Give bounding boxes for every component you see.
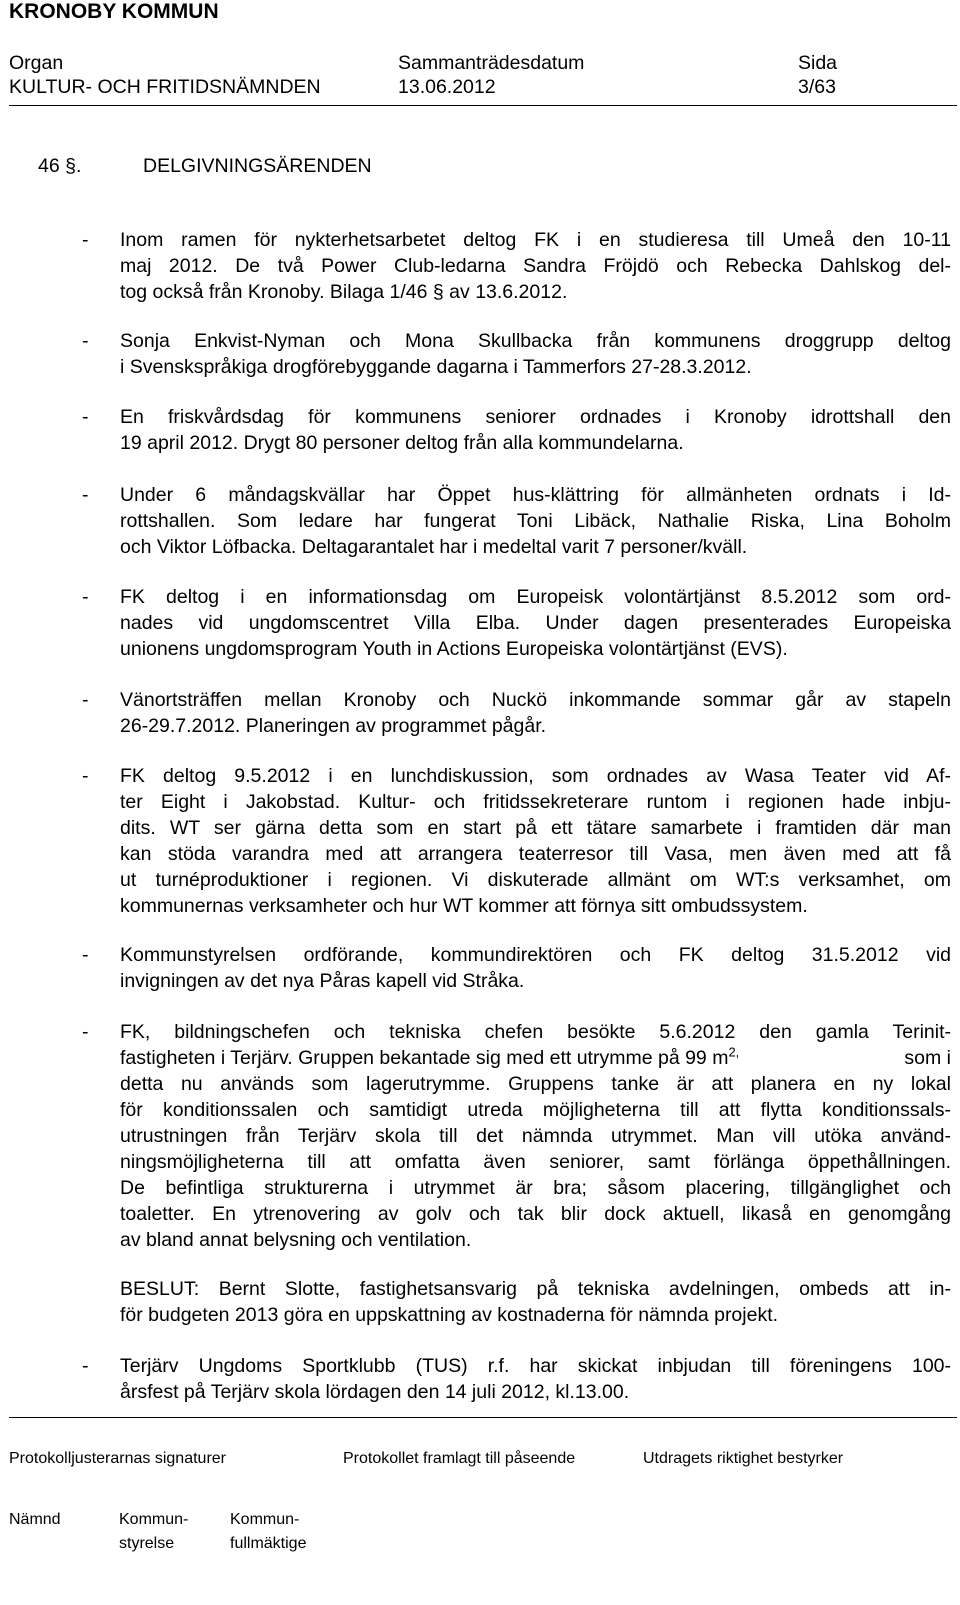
- list-dash: -: [82, 229, 89, 251]
- item-line: detta nu används som lagerutrymme. Gruppens tanke är att planera en ny lokal: [120, 1073, 951, 1095]
- item-line: FK deltog 9.5.2012 i en lunchdiskussion, som ordnades av Wasa Teater vid Af-: [120, 765, 951, 787]
- list-dash: -: [82, 1021, 89, 1043]
- list-item: [38, 763, 951, 919]
- list-item: [38, 942, 951, 994]
- item-line: nades vid ungdomscentret Villa Elba. Under dagen presenterades Europeiska: [120, 612, 951, 634]
- item-line: Under 6 måndagskvällar har Öppet hus-klättring för allmänheten ordnats i Id-: [120, 484, 951, 506]
- footer-col-namnd: Nämnd: [9, 1511, 61, 1528]
- item-line: kommunernas verksamheter och hur WT kommer att förnya sitt ombudssystem.: [120, 895, 808, 917]
- list-item: [38, 687, 951, 739]
- item-line-part: som i: [904, 1047, 951, 1069]
- item-line: ter Eight i Jakobstad. Kultur- och fritidssekreterare runtom i regionen hade inbju-: [120, 791, 951, 813]
- list-dash: -: [82, 406, 89, 428]
- date-value: 13.06.2012: [398, 76, 496, 98]
- item-line: tog också från Kronoby. Bilaga 1/46 § av 13.6.2012.: [120, 281, 568, 303]
- list-item: [38, 227, 951, 305]
- displayed-label: Protokollet framlagt till påseende: [343, 1450, 576, 1467]
- item-line: ningsmöjligheterna till att omfatta även seniorer, samt förlänga öppethållningen.: [120, 1151, 951, 1173]
- item-line: Sonja Enkvist-Nyman och Mona Skullbacka från kommunens droggrupp deltog: [120, 330, 951, 352]
- footer-rule: [9, 1417, 957, 1418]
- list-item: [38, 1353, 951, 1405]
- item-line: Inom ramen för nykterhetsarbetet deltog FK i en studieresa till Umeå den 10-11: [120, 229, 951, 251]
- footer-col-fullmaktige-b: fullmäktige: [230, 1535, 307, 1552]
- item-line: för konditionssalen och samtidigt utreda möjligheterna till att flytta konditionssals-: [120, 1099, 951, 1121]
- decision-paragraph: [120, 1276, 951, 1328]
- item-line: [120, 1045, 951, 1071]
- list-dash: -: [82, 484, 89, 506]
- section-number: 46 §.: [38, 155, 82, 177]
- section-title: DELGIVNINGSÄRENDEN: [143, 155, 372, 177]
- item-line: FK deltog i en informationsdag om Europeisk volontärtjänst 8.5.2012 som ord-: [120, 586, 951, 608]
- organ-value: KULTUR- OCH FRITIDSNÄMNDEN: [9, 76, 321, 98]
- item-line: Terjärv Ungdoms Sportklubb (TUS) r.f. har skickat inbjudan till föreningens 100-: [120, 1355, 951, 1377]
- item-line: Vänortsträffen mellan Kronoby och Nuckö inkommande sommar går av stapeln: [120, 689, 951, 711]
- date-label: Sammanträdesdatum: [398, 52, 585, 74]
- list-dash: -: [82, 586, 89, 608]
- list-dash: -: [82, 944, 89, 966]
- item-line: i Svenskspråkiga drogförebyggande dagarna i Tammerfors 27-28.3.2012.: [120, 356, 752, 378]
- list-item: [38, 482, 951, 560]
- item-line: maj 2012. De två Power Club-ledarna Sandra Fröjdö och Rebecka Dahlskog del-: [120, 255, 951, 277]
- decision-line: för budgeten 2013 göra en uppskattning av kostnaderna för nämnda projekt.: [120, 1304, 779, 1326]
- item-line: kan stöda varandra med att arrangera teaterresor till Vasa, men även med att få: [120, 843, 951, 865]
- decision-line: BESLUT: Bernt Slotte, fastighetsansvarig på tekniska avdelningen, ombeds att in-: [120, 1278, 951, 1300]
- item-line-part: fastigheten i Terjärv. Gruppen bekantade sig med ett utrymme på 99 m: [120, 1047, 729, 1069]
- page-number: 3/63: [798, 76, 836, 98]
- item-line: En friskvårdsdag för kommunens seniorer ordnades i Kronoby idrottshall den: [120, 406, 951, 428]
- list-item: [38, 404, 951, 456]
- list-dash: -: [82, 765, 89, 787]
- item-line: 26-29.7.2012. Planeringen av programmet pågår.: [120, 715, 547, 737]
- item-line: utrustningen från Terjärv skola till det nämnda utrymmet. Man vill utöka använd-: [120, 1125, 951, 1147]
- signature-label: Protokolljusterarnas signaturer: [9, 1450, 226, 1467]
- list-item: [38, 584, 951, 662]
- item-line: FK, bildningschefen och tekniska chefen besökte 5.6.2012 den gamla Terinit-: [120, 1021, 951, 1043]
- item-line: 19 april 2012. Drygt 80 personer deltog från alla kommundelarna.: [120, 432, 684, 454]
- item-line: dits. WT ser gärna detta som en start på ett tätare samarbete i framtiden där man: [120, 817, 951, 839]
- footer-col-kommunstyrelse-a: Kommun-: [119, 1511, 189, 1528]
- header-rule: [9, 105, 957, 106]
- item-line: ut turnéproduktioner i regionen. Vi diskuterade allmänt om WT:s verksamhet, om: [120, 869, 951, 891]
- item-line: invigningen av det nya Påras kapell vid Stråka.: [120, 970, 525, 992]
- extract-certified-label: Utdragets riktighet bestyrker: [643, 1450, 844, 1467]
- list-dash: -: [82, 689, 89, 711]
- list-item: [38, 328, 951, 380]
- list-dash: -: [82, 330, 89, 352]
- item-line: av bland annat belysning och ventilation.: [120, 1229, 472, 1251]
- footer-col-kommunstyrelse-b: styrelse: [119, 1535, 175, 1552]
- item-line: toaletter. En ytrenovering av golv och tak blir dock aktuell, likaså en genomgång: [120, 1203, 951, 1225]
- page-label: Sida: [798, 52, 838, 74]
- organization-name: KRONOBY KOMMUN: [9, 0, 219, 23]
- item-line: och Viktor Löfbacka. Deltagarantalet har i medeltal varit 7 personer/kväll.: [120, 536, 748, 558]
- list-dash: -: [82, 1355, 89, 1377]
- organ-label: Organ: [9, 52, 64, 74]
- item-line: unionens ungdomsprogram Youth in Actions Europeiska volontärtjänst (EVS).: [120, 638, 788, 660]
- superscript: 2,: [728, 1044, 740, 1060]
- item-line: årsfest på Terjärv skola lördagen den 14 juli 2012, kl.13.00.: [120, 1381, 630, 1403]
- item-line: Kommunstyrelsen ordförande, kommundirektören och FK deltog 31.5.2012 vid: [120, 944, 951, 966]
- footer-col-fullmaktige-a: Kommun-: [230, 1511, 300, 1528]
- list-item: [38, 1019, 951, 1253]
- item-line: De befintliga strukturerna i utrymmet är bra; såsom placering, tillgänglighet och: [120, 1177, 951, 1199]
- item-line: rottshallen. Som ledare har fungerat Toni Libäck, Nathalie Riska, Lina Boholm: [120, 510, 951, 532]
